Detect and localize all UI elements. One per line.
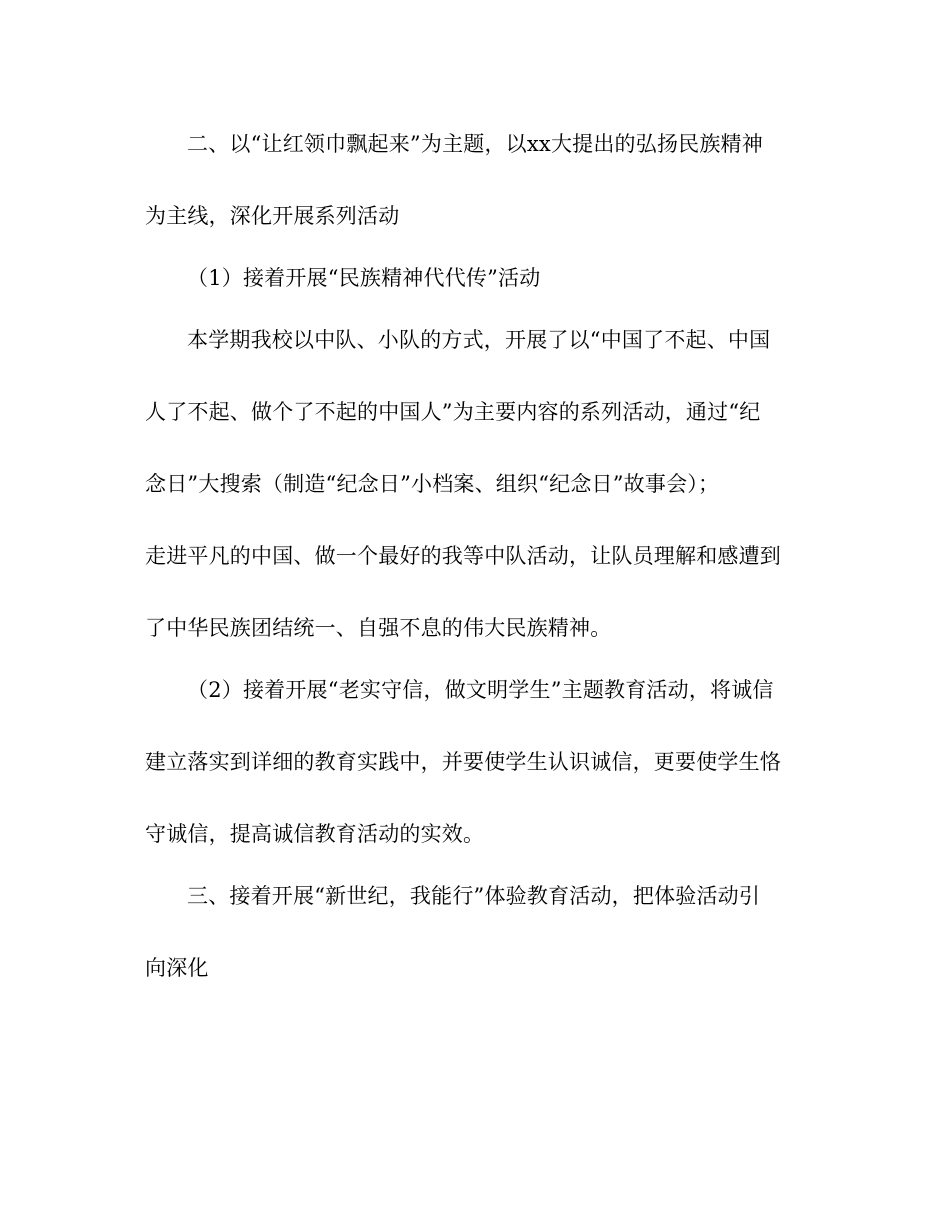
paragraph-1-line-2: 人了不起、做个了不起的中国人”为主要内容的系列活动，通过“纪	[145, 400, 761, 424]
paragraph-1-line-1: 本学期我校以中队、小队的方式，开展了以“中国了不起、中国	[187, 328, 771, 352]
section-heading-3-line-2: 向深化	[145, 956, 209, 980]
section-heading-3-line-1: 三、接着开展“新世纪，我能行”体验教育活动，把体验活动引	[187, 884, 761, 908]
paragraph-1-line-3: 念日”大搜索（制造“纪念日”小档案、组织“纪念日”故事会）；	[145, 472, 720, 496]
paragraph-1-line-5: 了中华民族团结统一、自强不息的伟大民族精神。	[145, 616, 612, 640]
section-heading-2-line-2: 为主线，深化开展系列活动	[145, 204, 400, 228]
section-heading-2-line-1: 二、以“让红领巾飘起来”为主题，以xx大提出的弘扬民族精神	[187, 132, 763, 156]
paragraph-1-line-4: 走进平凡的中国、做一个最好的我等中队活动，让队员理解和感遭到	[145, 544, 781, 568]
subheading-1: （1）接着开展“民族精神代代传”活动	[187, 266, 541, 290]
subheading-2-line-2: 建立落实到详细的教育实践中，并要使学生认识诚信，更要使学生恪	[145, 750, 781, 774]
subheading-2-line-3: 守诚信，提高诚信教育活动的实效。	[145, 822, 485, 846]
subheading-2-line-1: （2）接着开展“老实守信，做文明学生”主题教育活动，将诚信	[187, 678, 774, 702]
